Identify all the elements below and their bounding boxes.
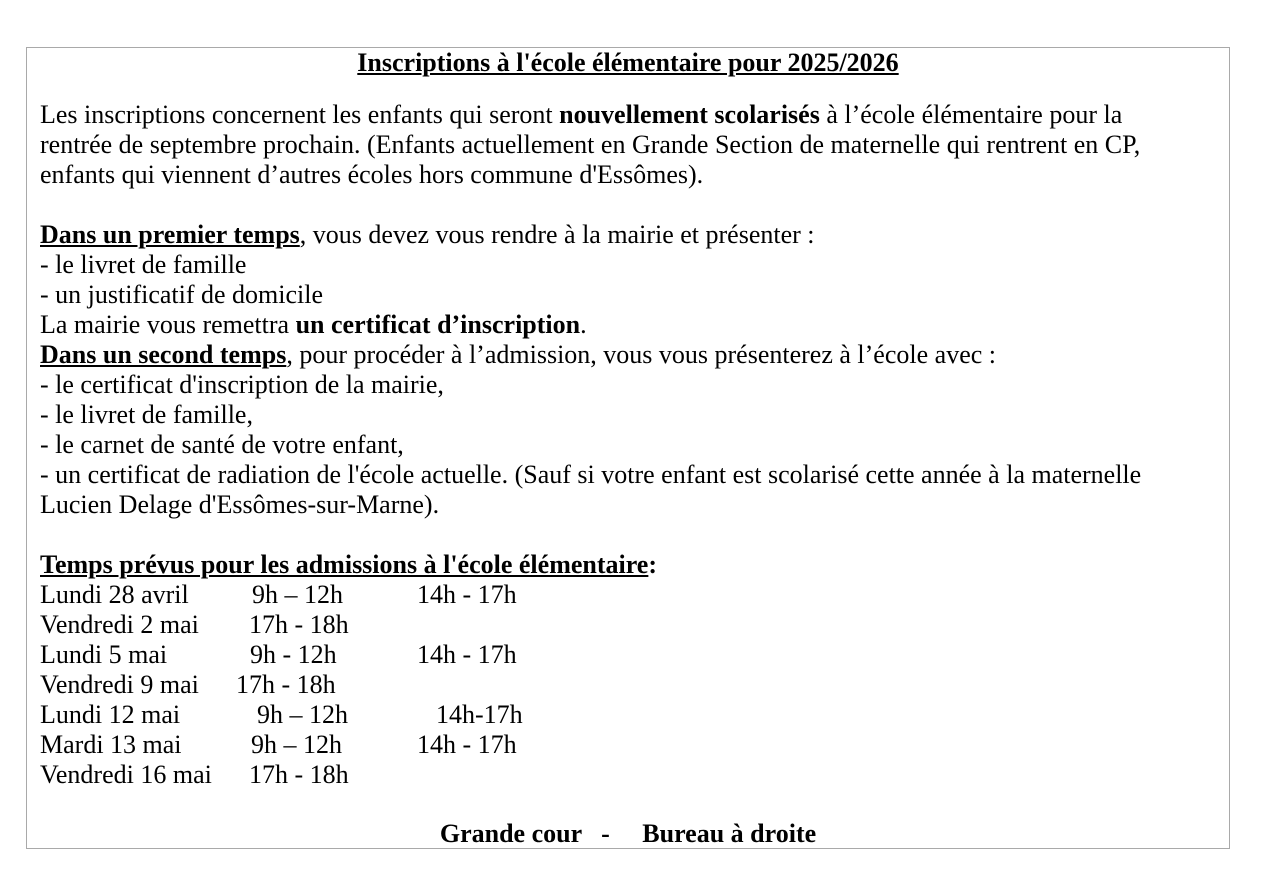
schedule-morning: 9h – 12h: [251, 730, 342, 759]
step1-heading-line: [40, 220, 1225, 250]
schedule-row: [40, 670, 1225, 700]
intro-emphasis: nouvellement scolarisés: [559, 100, 820, 129]
schedule-heading-suffix: :: [648, 550, 658, 579]
schedule-morning: 17h - 18h: [249, 610, 349, 639]
schedule-row: [40, 730, 1225, 760]
schedule-row: [40, 760, 1225, 790]
step1-note-text: .: [580, 310, 587, 339]
schedule-day: Mardi 13 mai: [40, 730, 182, 759]
schedule-row: [40, 610, 1225, 640]
schedule-day: Lundi 28 avril: [40, 580, 189, 609]
schedule-morning: 17h - 18h: [236, 670, 336, 699]
schedule-day: Vendredi 2 mai: [40, 610, 199, 639]
intro-text: à l’école élémentaire pour la: [819, 100, 1123, 129]
step2-item: - le carnet de santé de votre enfant,: [40, 430, 404, 459]
schedule-heading: Temps prévus pour les admissions à l'école élémentaire: [40, 550, 649, 579]
step2-heading-rest: , pour procéder à l’admission, vous vous présenterez à l’école avec :: [286, 340, 996, 369]
intro-text: Les inscriptions concernent les enfants qui seront: [40, 100, 560, 129]
location-footer: Grande cour - Bureau à droite: [439, 819, 817, 848]
step1-item: - un justificatif de domicile: [40, 280, 324, 309]
schedule-row: [40, 580, 1225, 610]
schedule-day: Vendredi 16 mai: [40, 760, 212, 789]
schedule-afternoon: 14h - 17h: [417, 730, 517, 759]
step1-note-emphasis: un certificat d’inscription: [295, 310, 581, 339]
step2-item: - le livret de famille,: [40, 400, 253, 429]
schedule-day: Lundi 5 mai: [40, 640, 168, 669]
schedule-afternoon: 14h - 17h: [417, 640, 517, 669]
schedule-afternoon: 14h-17h: [436, 700, 523, 729]
page-title: Inscriptions à l'école élémentaire pour 2025/2026: [357, 48, 899, 77]
step1-note: [40, 310, 1225, 340]
intro-line-3: enfants qui viennent d’autres écoles hors commune d'Essômes).: [40, 160, 704, 189]
schedule-morning: 9h - 12h: [250, 640, 337, 669]
schedule-row: [40, 640, 1225, 670]
schedule-afternoon: 14h - 17h: [417, 580, 517, 609]
schedule-heading-line: [40, 550, 1225, 580]
step2-item: - le certificat d'inscription de la mairie,: [40, 370, 444, 399]
schedule-row: [40, 700, 1225, 730]
step1-note-text: La mairie vous remettra: [40, 310, 296, 339]
step2-heading-line: [40, 340, 1225, 370]
step2-heading: Dans un second temps: [40, 340, 287, 369]
schedule-day: Lundi 12 mai: [40, 700, 181, 729]
step1-item: - le livret de famille: [40, 250, 247, 279]
intro-line-2: rentrée de septembre prochain. (Enfants actuellement en Grande Section de maternelle qui rentrent en CP,: [40, 130, 1141, 159]
notice-frame: [26, 47, 1230, 849]
step2-item: - un certificat de radiation de l'école actuelle. (Sauf si votre enfant est scolarisé cette année à la maternelle: [40, 460, 1142, 489]
step2-item: Lucien Delage d'Essômes-sur-Marne).: [40, 490, 440, 519]
schedule-morning: 17h - 18h: [249, 760, 349, 789]
schedule-morning: 9h – 12h: [252, 580, 343, 609]
step1-heading-rest: , vous devez vous rendre à la mairie et présenter :: [299, 220, 815, 249]
schedule-morning: 9h – 12h: [257, 700, 348, 729]
step1-heading: Dans un premier temps: [40, 220, 300, 249]
notice-content: [40, 100, 1225, 790]
intro-line-1: [40, 100, 1225, 130]
schedule-day: Vendredi 9 mai: [40, 670, 199, 699]
